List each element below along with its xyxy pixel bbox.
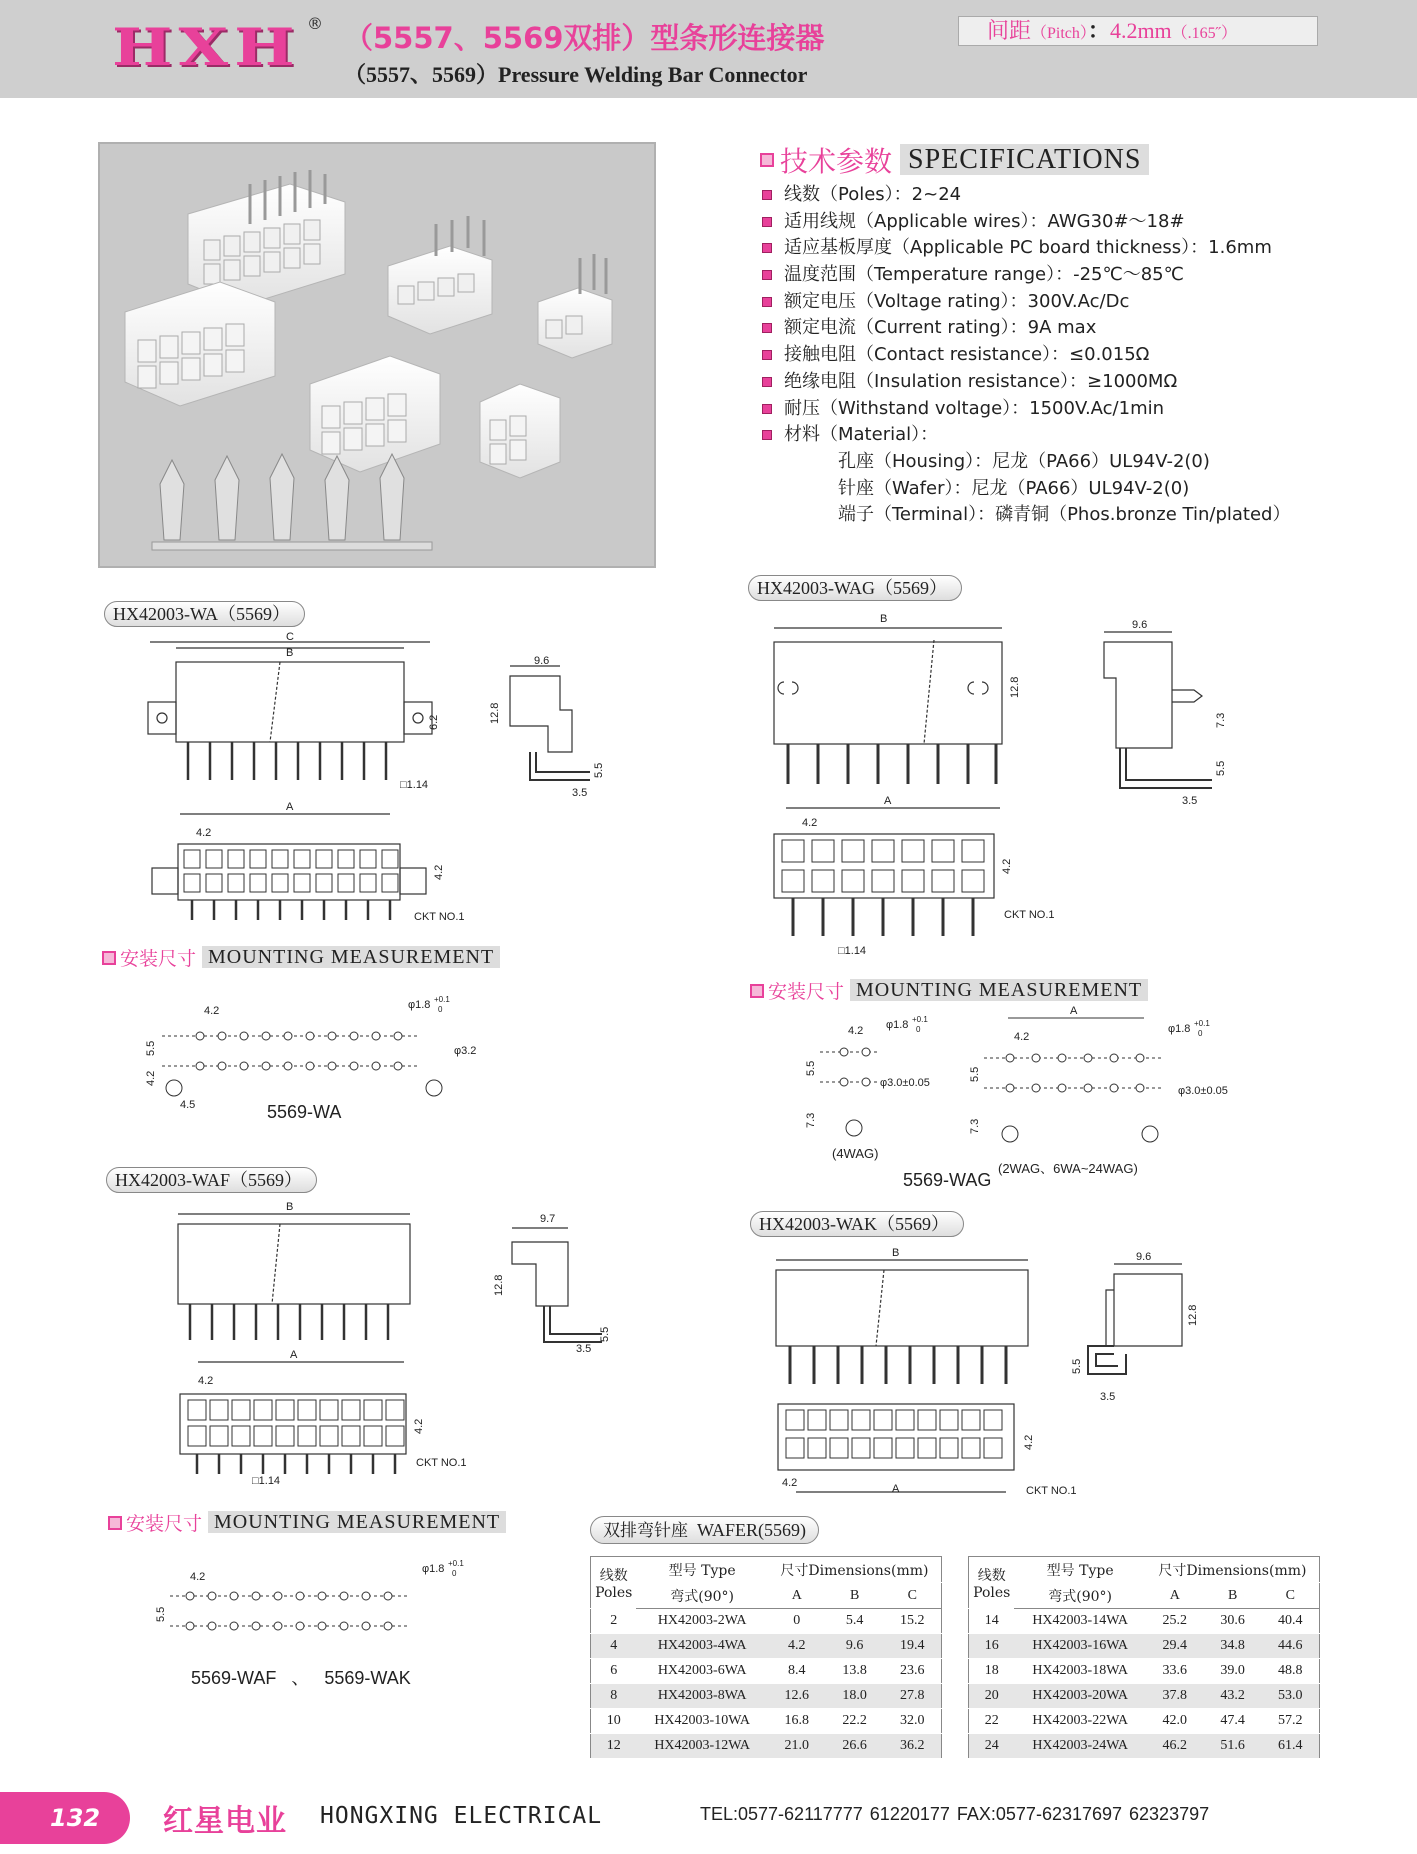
dim-7-3: 7.3 <box>805 1112 817 1128</box>
col-c: C <box>884 1583 942 1609</box>
cell-c: 48.8 <box>1262 1659 1320 1684</box>
table-row <box>969 1609 1320 1634</box>
col-dimensions: 尺寸Dimensions(mm) <box>768 1557 942 1583</box>
mounting-title-en: MOUNTING MEASUREMENT <box>208 1511 506 1533</box>
dim-4-2: 4.2 <box>198 1375 214 1387</box>
cell-b: 43.2 <box>1204 1684 1262 1709</box>
col-b: B <box>1204 1583 1262 1609</box>
cell-type: HX42003-14WA <box>1014 1609 1145 1634</box>
cell-type: HX42003-24WA <box>1014 1734 1145 1759</box>
page-number: 132 <box>0 1792 130 1844</box>
waf-mounting-drawing <box>150 1560 470 1650</box>
bullet-icon <box>762 270 772 280</box>
col-b: B <box>826 1583 884 1609</box>
spec-item <box>762 262 1272 289</box>
cell-type: HX42003-18WA <box>1014 1659 1145 1684</box>
hole-1-8: φ1.8 <box>422 1563 445 1575</box>
dim-4-5: 4.5 <box>180 1099 196 1111</box>
waf-bottom-drawing <box>176 1350 496 1490</box>
ckt-no-1: CKT NO.1 <box>1026 1485 1077 1497</box>
dim-a: A <box>286 801 294 813</box>
dim-5-5: 5.5 <box>145 1040 157 1056</box>
tol-zero: 0 <box>916 1025 921 1034</box>
cell-c: 44.6 <box>1262 1634 1320 1659</box>
cell-c: 27.8 <box>884 1684 942 1709</box>
dim-3-5: 3.5 <box>1182 795 1198 807</box>
dim-9-6: 9.6 <box>1132 619 1148 631</box>
spec-text: 额定电压（Voltage rating）：300V.Ac/Dc <box>784 290 1130 312</box>
wag-mounting-drawing <box>964 1005 1228 1160</box>
material-item: 端子（Terminal）：磷青铜（Phos.bronze Tin/plated） <box>838 504 1291 526</box>
model-tag-wak: HX42003-WAK（5569） <box>750 1211 964 1237</box>
mount-label-wag-4: (4WAG) <box>832 1146 879 1161</box>
table-row <box>591 1734 942 1759</box>
spec-item <box>762 315 1272 342</box>
mounting-heading-wag <box>750 977 1148 1004</box>
cell-type: HX42003-16WA <box>1014 1634 1145 1659</box>
cell-poles: 16 <box>969 1634 1015 1659</box>
cell-poles: 2 <box>591 1609 637 1634</box>
wak-bottom-drawing <box>774 1390 1077 1500</box>
spec-text: 耐压（Withstand voltage）：1500V.Ac/1min <box>784 397 1165 419</box>
dim-7-3: 7.3 <box>969 1118 981 1134</box>
bullet-icon <box>762 404 772 414</box>
mount-label-wag-other: (2WAG、6WA~24WAG) <box>998 1161 1138 1176</box>
wafer-table-left <box>590 1556 942 1759</box>
spec-text: 材料（Material）： <box>784 424 939 446</box>
model-tag-waf: HX42003-WAF（5569） <box>106 1167 317 1193</box>
dim-4-2: 4.2 <box>190 1571 206 1583</box>
cell-b: 51.6 <box>1204 1734 1262 1759</box>
dim-5-5: 5.5 <box>805 1060 817 1076</box>
wafer-title-en: WAFER(5569) <box>697 1520 806 1540</box>
mount-label-wak: 5569-WAK <box>324 1668 411 1688</box>
cell-a: 46.2 <box>1146 1734 1204 1759</box>
bullet-icon <box>762 377 772 387</box>
dim-9-7: 9.7 <box>540 1213 556 1225</box>
cell-a: 4.2 <box>768 1634 826 1659</box>
table-row <box>969 1634 1320 1659</box>
spec-item <box>762 369 1272 396</box>
ckt-no-1: CKT NO.1 <box>414 911 465 923</box>
col-poles-cn: 线数 <box>977 1567 1006 1584</box>
wag-bottom-drawing <box>770 796 1090 966</box>
hole-1-8: φ1.8 <box>408 999 431 1011</box>
tol-zero: 0 <box>452 1569 457 1578</box>
cell-a: 37.8 <box>1146 1684 1204 1709</box>
pitch-colon: ： <box>1087 18 1110 43</box>
bullet-icon <box>762 217 772 227</box>
bullet-icon <box>762 350 772 360</box>
dim-12-8: 12.8 <box>489 702 501 724</box>
heading-bullet-icon <box>760 153 774 167</box>
model-tag-wag: HX42003-WAG（5569） <box>748 575 962 601</box>
tol-plus: +0.1 <box>434 995 450 1004</box>
dim-4-2: 4.2 <box>782 1477 798 1489</box>
spec-item <box>762 396 1272 423</box>
mounting-title-cn: 安装尺寸 <box>120 948 197 970</box>
dim-a: A <box>892 1483 900 1495</box>
connector-small-housing <box>480 384 560 478</box>
dim-12-8: 12.8 <box>493 1274 505 1296</box>
dim-5-5: 5.5 <box>155 1606 167 1622</box>
wak-side-drawing <box>1066 1251 1216 1414</box>
cell-type: HX42003-10WA <box>636 1709 767 1734</box>
hole-1-8: φ1.8 <box>1168 1023 1191 1035</box>
brand-logo: HXH <box>112 18 301 78</box>
cell-a: 21.0 <box>768 1734 826 1759</box>
dim-sq-1-14: □1.14 <box>252 1475 281 1487</box>
cell-type: HX42003-4WA <box>636 1634 767 1659</box>
spec-text: 适用线规（Applicable wires）：AWG30#～18# <box>784 210 1185 232</box>
wag-4-mounting-drawing <box>800 1016 970 1166</box>
spec-item <box>762 289 1272 316</box>
hole-3-2: φ3.2 <box>454 1045 477 1057</box>
connector-mid-wafer <box>388 216 492 334</box>
cell-a: 33.6 <box>1146 1659 1204 1684</box>
cell-type: HX42003-12WA <box>636 1734 767 1759</box>
cell-c: 36.2 <box>884 1734 942 1759</box>
cell-poles: 12 <box>591 1734 637 1759</box>
col-type: 型号 Type <box>1014 1557 1145 1583</box>
cell-b: 13.8 <box>826 1659 884 1684</box>
spec-text: 绝缘电阻（Insulation resistance）：≥1000MΩ <box>784 370 1178 392</box>
waf-front-drawing <box>170 1201 430 1334</box>
dim-3-5: 3.5 <box>576 1343 592 1355</box>
dim-4-2: 4.2 <box>1014 1031 1030 1043</box>
spec-title-cn: 技术参数 <box>780 145 893 178</box>
cell-type: HX42003-8WA <box>636 1684 767 1709</box>
mount-label-sep: 、 <box>291 1668 310 1688</box>
specifications-heading <box>760 140 1149 180</box>
dim-3-5: 3.5 <box>572 787 588 799</box>
dim-5-5: 5.5 <box>969 1066 981 1082</box>
page-title-cn: （5557、5569双排）型条形连接器 <box>344 21 825 55</box>
material-item: 孔座（Housing）：尼龙（PA66）UL94V-2(0) <box>838 451 1210 472</box>
cell-b: 34.8 <box>1204 1634 1262 1659</box>
dim-12-8: 12.8 <box>1187 1304 1199 1326</box>
dim-4-2: 4.2 <box>204 1005 220 1017</box>
mounting-title-cn: 安装尺寸 <box>126 1513 203 1535</box>
mounting-title-en: MOUNTING MEASUREMENT <box>850 979 1148 1001</box>
spec-item <box>762 235 1272 262</box>
table-row <box>969 1734 1320 1759</box>
table-row <box>591 1709 942 1734</box>
spec-text: 接触电阻（Contact resistance）：≤0.015Ω <box>784 344 1150 366</box>
cell-b: 26.6 <box>826 1734 884 1759</box>
tol-zero: 0 <box>1198 1029 1203 1038</box>
dim-b: B <box>892 1247 900 1259</box>
spec-item <box>762 182 1272 209</box>
dim-sq-1-14: □1.14 <box>400 779 429 791</box>
spec-list <box>762 182 1272 449</box>
bullet-icon <box>762 243 772 253</box>
table-row <box>591 1659 942 1684</box>
dim-5-5: 5.5 <box>593 762 605 778</box>
spec-item <box>762 342 1272 369</box>
table-row <box>969 1659 1320 1684</box>
cell-poles: 24 <box>969 1734 1015 1759</box>
dim-7-3: 7.3 <box>1215 712 1227 728</box>
cell-c: 32.0 <box>884 1709 942 1734</box>
connector-large-housing <box>125 282 275 406</box>
col-type-sub: 弯式(90°) <box>636 1583 767 1609</box>
dim-b: B <box>286 1201 294 1213</box>
dim-5-5: 5.5 <box>1215 760 1227 776</box>
col-c: C <box>1262 1583 1320 1609</box>
cell-type: HX42003-6WA <box>636 1659 767 1684</box>
dim-4-2-v: 4.2 <box>413 1418 425 1434</box>
bullet-icon <box>762 190 772 200</box>
mounting-title-cn: 安装尺寸 <box>768 981 845 1003</box>
cell-b: 39.0 <box>1204 1659 1262 1684</box>
col-a: A <box>1146 1583 1204 1609</box>
cell-poles: 20 <box>969 1684 1015 1709</box>
cell-a: 0 <box>768 1609 826 1634</box>
registered-mark: ® <box>307 14 323 33</box>
cell-b: 22.2 <box>826 1709 884 1734</box>
footer-brand-cn: 红星电业 <box>163 1804 287 1839</box>
dim-5-5: 5.5 <box>599 1326 611 1342</box>
heading-bullet-icon <box>750 984 764 998</box>
dim-b: B <box>286 647 294 659</box>
dim-sq-1-14: □1.14 <box>838 945 867 957</box>
table-row <box>969 1684 1320 1709</box>
terminal-strip <box>152 454 432 550</box>
heading-bullet-icon <box>102 951 116 965</box>
tol-plus: +0.1 <box>912 1015 928 1024</box>
cell-a: 42.0 <box>1146 1709 1204 1734</box>
cell-type: HX42003-20WA <box>1014 1684 1145 1709</box>
col-poles-en: Poles <box>595 1584 633 1601</box>
dim-5-5: 5.5 <box>1071 1358 1083 1374</box>
spec-item <box>762 422 1272 449</box>
footer-brand-en: HONGXING ELECTRICAL <box>320 1803 603 1829</box>
mount-labels-waf-wak <box>191 1664 411 1690</box>
col-type-sub: 弯式(90°) <box>1014 1583 1145 1609</box>
wa-mounting-drawing <box>140 995 480 1111</box>
cell-c: 61.4 <box>1262 1734 1320 1759</box>
tol-zero: 0 <box>438 1005 443 1014</box>
tol-plus: +0.1 <box>1194 1019 1210 1028</box>
heading-bullet-icon <box>108 1516 122 1530</box>
col-poles <box>969 1557 1015 1609</box>
cell-b: 9.6 <box>826 1634 884 1659</box>
waf-side-drawing <box>494 1212 624 1362</box>
pitch-inch: （.165˝） <box>1171 25 1238 42</box>
cell-type: HX42003-2WA <box>636 1609 767 1634</box>
dim-a: A <box>884 795 892 807</box>
spec-text: 适应基板厚度（Applicable PC board thickness）：1.6mm <box>784 237 1272 259</box>
cell-poles: 4 <box>591 1634 637 1659</box>
pitch-value: 4.2mm <box>1109 18 1172 43</box>
col-poles-cn: 线数 <box>599 1567 628 1584</box>
pitch-label: 间距 <box>987 18 1032 43</box>
hole-1-8: φ1.8 <box>886 1019 909 1031</box>
col-type: 型号 Type <box>636 1557 767 1583</box>
cell-a: 29.4 <box>1146 1634 1204 1659</box>
spec-text: 线数（Poles）：2~24 <box>784 184 962 205</box>
cell-c: 57.2 <box>1262 1709 1320 1734</box>
dim-6-2: 6.2 <box>428 714 440 730</box>
dim-4-2: 4.2 <box>196 827 212 839</box>
dim-4-2-v: 4.2 <box>433 864 445 880</box>
spec-text: 额定电流（Current rating）：9A max <box>784 317 1097 339</box>
dim-12-8: 12.8 <box>1009 676 1021 698</box>
bullet-icon <box>762 430 772 440</box>
cell-poles: 6 <box>591 1659 637 1684</box>
dim-4-2-v: 4.2 <box>1001 858 1013 874</box>
spec-item <box>762 209 1272 236</box>
mounting-heading-waf <box>108 1509 506 1536</box>
wafer-title-cn: 双排弯针座 <box>603 1521 688 1541</box>
model-tag-wa: HX42003-WA（5569） <box>104 601 305 627</box>
dim-9-6: 9.6 <box>534 655 550 667</box>
material-list <box>838 449 1290 529</box>
hole-3-0: φ3.0±0.05 <box>1178 1085 1228 1097</box>
cell-c: 15.2 <box>884 1609 942 1634</box>
table-row <box>591 1634 942 1659</box>
ckt-no-1: CKT NO.1 <box>1004 909 1055 921</box>
dim-9-6: 9.6 <box>1136 1251 1152 1263</box>
cell-c: 40.4 <box>1262 1609 1320 1634</box>
table-row <box>591 1684 942 1709</box>
dim-b: B <box>880 613 888 625</box>
cell-c: 23.6 <box>884 1659 942 1684</box>
dim-3-5: 3.5 <box>1100 1391 1116 1403</box>
wag-front-drawing <box>764 612 1054 792</box>
cell-a: 16.8 <box>768 1709 826 1734</box>
dim-4-2: 4.2 <box>848 1025 864 1037</box>
wafer-table-tag <box>590 1516 819 1544</box>
connector-photo-illustration <box>100 144 654 566</box>
cell-poles: 18 <box>969 1659 1015 1684</box>
wag-side-drawing <box>1090 618 1250 818</box>
cell-poles: 22 <box>969 1709 1015 1734</box>
cell-poles: 14 <box>969 1609 1015 1634</box>
page-title-en: （5557、5569）Pressure Welding Bar Connector <box>344 62 808 87</box>
cell-c: 19.4 <box>884 1634 942 1659</box>
mount-label-waf: 5569-WAF <box>191 1668 277 1688</box>
wa-side-drawing <box>489 655 620 802</box>
hole-3-0: φ3.0±0.05 <box>880 1077 930 1089</box>
cell-a: 8.4 <box>768 1659 826 1684</box>
dim-c: C <box>286 631 294 643</box>
cell-type: HX42003-22WA <box>1014 1709 1145 1734</box>
cell-a: 12.6 <box>768 1684 826 1709</box>
col-poles <box>591 1557 637 1609</box>
cell-b: 47.4 <box>1204 1709 1262 1734</box>
dim-a: A <box>1070 1005 1078 1017</box>
wa-front-drawing <box>140 631 470 791</box>
cell-poles: 10 <box>591 1709 637 1734</box>
connector-mid-housing <box>310 356 440 472</box>
table-row <box>591 1609 942 1634</box>
tol-plus: +0.1 <box>448 1559 464 1568</box>
mounting-heading-wa <box>102 944 500 971</box>
connector-small-wafer <box>538 254 612 358</box>
wa-bottom-drawing <box>142 801 482 926</box>
cell-poles: 8 <box>591 1684 637 1709</box>
cell-c: 53.0 <box>1262 1684 1320 1709</box>
table-row <box>969 1709 1320 1734</box>
col-dimensions: 尺寸Dimensions(mm) <box>1146 1557 1320 1583</box>
cell-b: 30.6 <box>1204 1609 1262 1634</box>
spec-text: 温度范围（Temperature range）：-25℃～85℃ <box>784 264 1184 286</box>
cell-b: 18.0 <box>826 1684 884 1709</box>
dim-4-2-v: 4.2 <box>1023 1434 1035 1450</box>
cell-a: 25.2 <box>1146 1609 1204 1634</box>
pitch-label-en: （Pitch） <box>1031 25 1088 42</box>
dim-4-2: 4.2 <box>802 817 818 829</box>
ckt-no-1: CKT NO.1 <box>416 1457 467 1469</box>
spec-title-en: SPECIFICATIONS <box>900 144 1149 175</box>
cell-b: 5.4 <box>826 1609 884 1634</box>
product-photo <box>98 142 656 568</box>
wafer-table-right <box>968 1556 1320 1759</box>
pitch-box <box>958 16 1318 46</box>
footer-contact: TEL:0577-62117777 61220177 FAX:0577-62317697 62323797 <box>700 1804 1210 1824</box>
mounting-title-en: MOUNTING MEASUREMENT <box>202 946 500 968</box>
dim-a: A <box>290 1349 298 1361</box>
dim-4-2-v: 4.2 <box>145 1070 157 1086</box>
bullet-icon <box>762 297 772 307</box>
mount-label-wa: 5569-WA <box>267 1102 342 1122</box>
mount-label-wag: 5569-WAG <box>903 1170 992 1190</box>
col-a: A <box>768 1583 826 1609</box>
col-poles-en: Poles <box>973 1584 1011 1601</box>
wak-front-drawing <box>768 1247 1048 1390</box>
bullet-icon <box>762 323 772 333</box>
material-item: 针座（Wafer）：尼龙（PA66）UL94V-2(0) <box>838 477 1190 499</box>
